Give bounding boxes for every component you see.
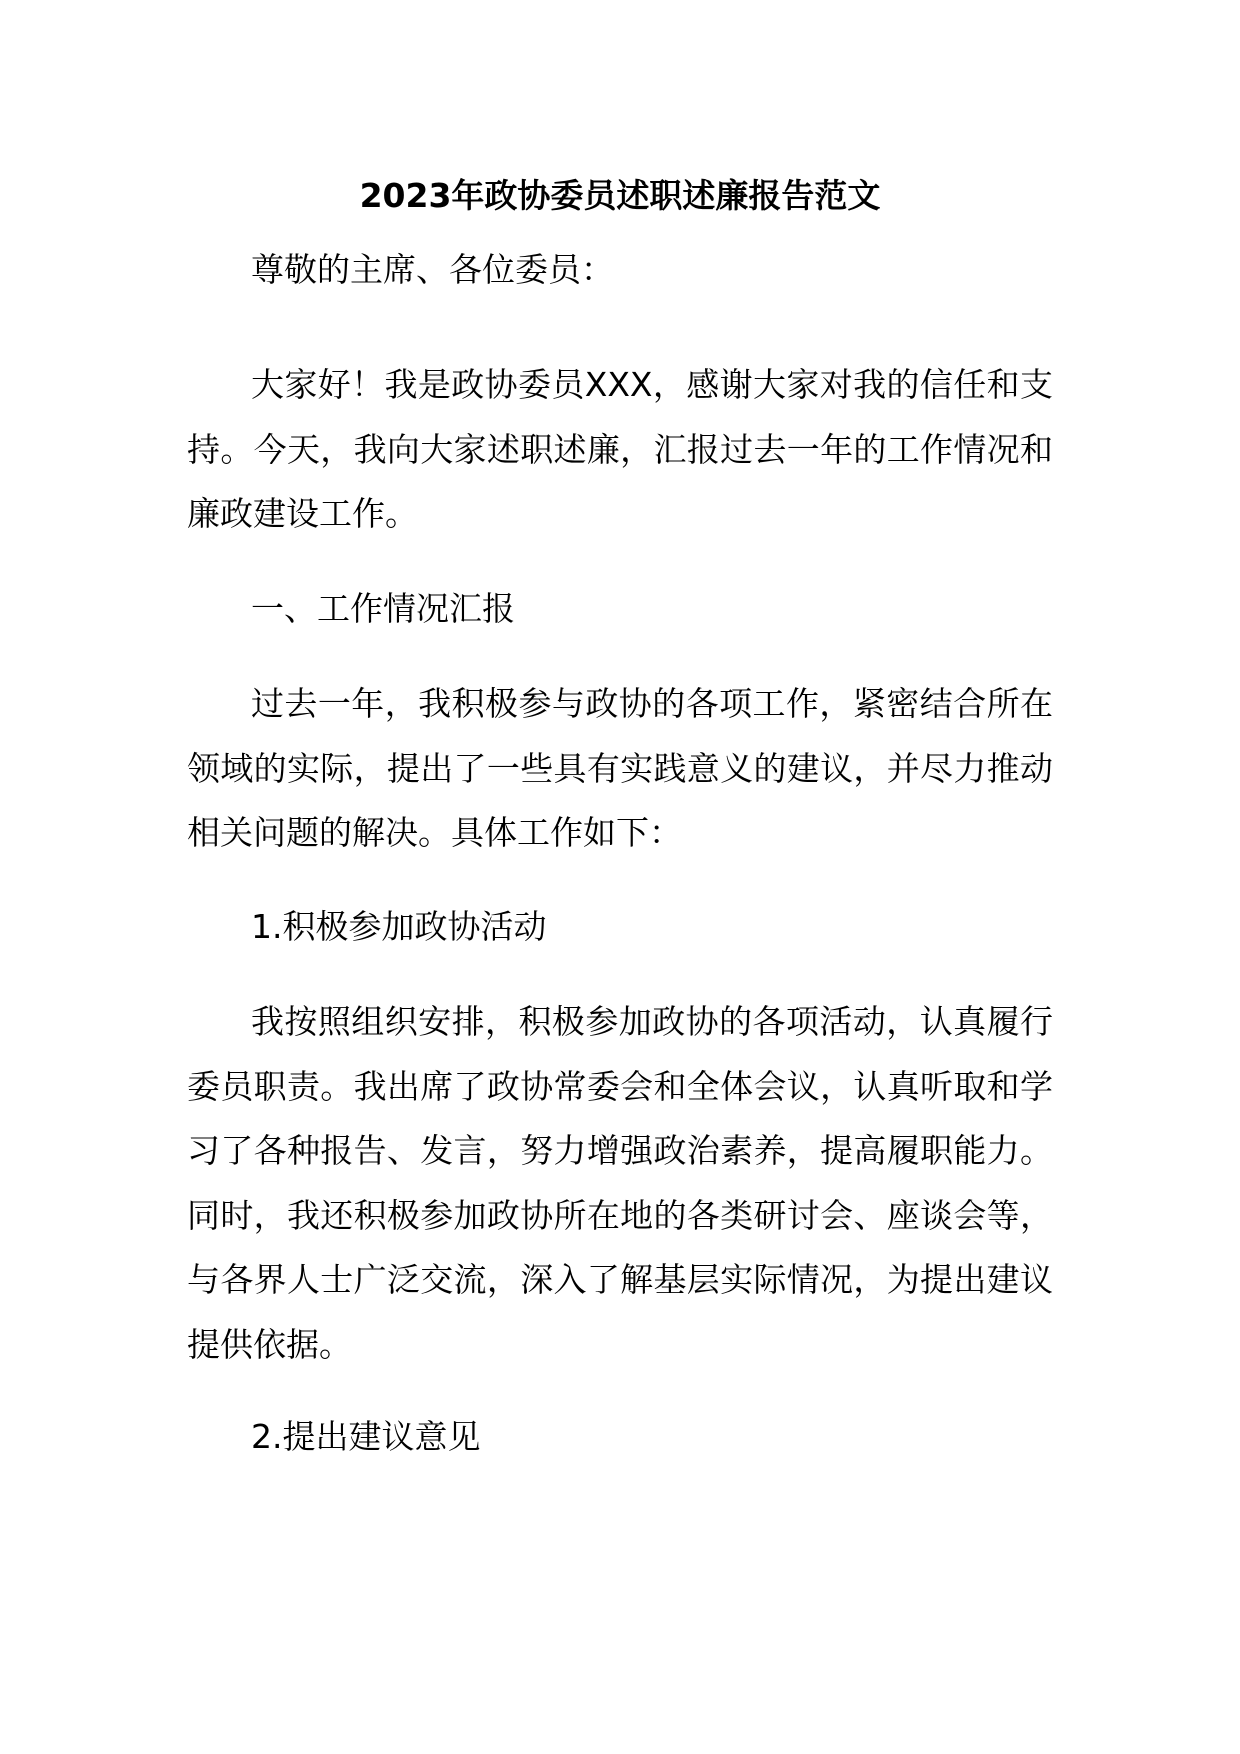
subheading-1: 1.积极参加政协活动 <box>251 907 547 946</box>
salutation: 尊敬的主席、各位委员： <box>251 250 614 289</box>
section-intro-paragraph: 过去一年，我积极参与政协的各项工作，紧密结合所在领域的实际，提出了一些具有实践意义的建议，并尽力推动相关问题的解决。具体工作如下： <box>187 684 1053 852</box>
opening-paragraph: 大家好！我是政协委员XXX，感谢大家对我的信任和支持。今天，我向大家述职述廉，汇报过去一年的工作情况和廉政建设工作。 <box>187 365 1053 533</box>
subheading-2: 2.提出建议意见 <box>251 1417 481 1456</box>
activities-paragraph: 我按照组织安排，积极参加政协的各项活动，认真履行委员职责。我出席了政协常委会和全体会议，认真听取和学习了各种报告、发言，努力增强政治素养，提高履职能力。同时，我还积极参加政协所在地的各类研讨会、座谈会等，与各界人士广泛交流，深入了解基层实际情况，为提出建议提供依据。 <box>187 1002 1053 1364</box>
document-title: 2023年政协委员述职述廉报告范文 <box>359 176 881 215</box>
section-heading: 一、工作情况汇报 <box>251 589 515 628</box>
